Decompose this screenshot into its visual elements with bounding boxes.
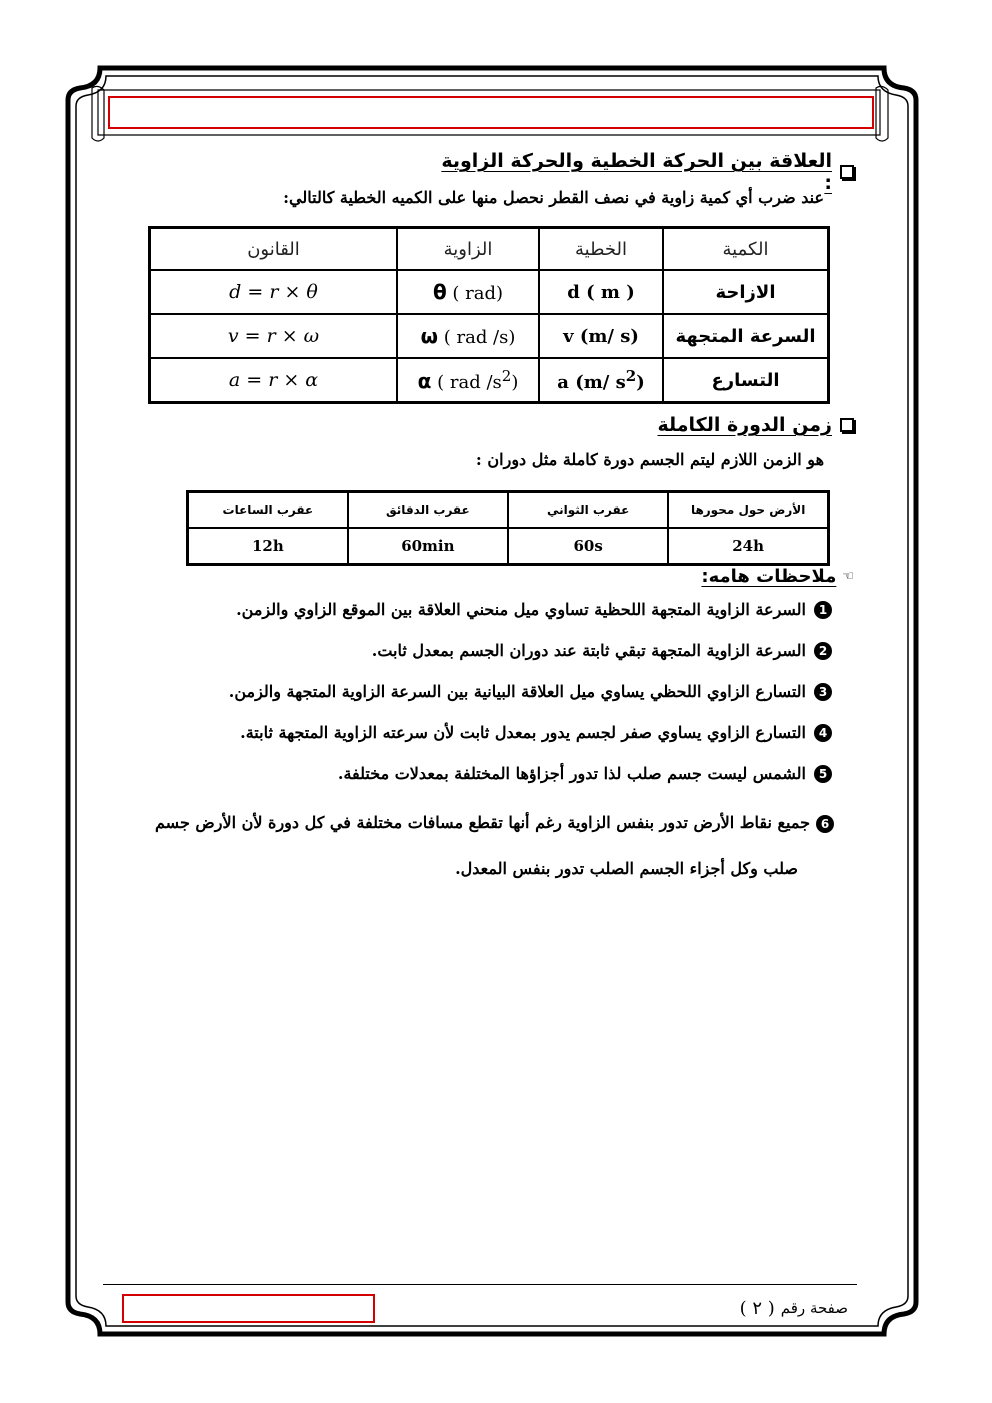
linear-cell: d ( m )	[539, 270, 663, 314]
checkbox-icon	[840, 165, 854, 179]
section-intro: عند ضرب أي كمية زاوية في نصف القطر نحصل منها على الكميه الخطية كالتالي:	[283, 188, 824, 207]
footer-divider	[103, 1284, 857, 1285]
header-angular: الزاوية	[397, 228, 539, 271]
quantity-cell: الازاحة	[663, 270, 829, 314]
number-bullet-icon: 3	[814, 683, 832, 701]
table-row	[150, 270, 829, 314]
number-bullet-icon: 5	[814, 765, 832, 783]
note-text: التسارع الزاوي يساوي صفر لجسم يدور بمعدل ثابت لأن سرعته الزاوية المتجهة ثابتة.	[240, 723, 806, 742]
table-header-row	[150, 228, 829, 271]
page-label: صفحة رقم	[780, 1299, 848, 1317]
period-table	[186, 490, 830, 566]
section-intro: هو الزمن اللازم ليتم الجسم دورة كاملة مثل دوران :	[475, 450, 824, 469]
table-row	[150, 314, 829, 358]
value-hours-hand: 12h	[188, 528, 348, 565]
page-number	[738, 1294, 848, 1322]
quantity-cell: التسارع	[663, 358, 829, 403]
table-row	[188, 528, 829, 565]
linear-cell: v (m/ s)	[539, 314, 663, 358]
pointing-hand-icon: ☜	[842, 569, 854, 584]
linear-angular-table	[148, 226, 830, 404]
header-hours-hand: عقرب الساعات	[188, 492, 348, 529]
note-text: التسارع الزاوي اللحظي يساوي ميل العلاقة البيانية بين السرعة الزاوية المتجهة والزمن.	[228, 682, 806, 701]
table-header-row	[188, 492, 829, 529]
note-text: السرعة الزاوية المتجهة تبقي ثابتة عند دوران الجسم بمعدل ثابت.	[371, 641, 806, 660]
law-cell: v = r × ω	[150, 314, 398, 358]
number-bullet-icon: 1	[814, 601, 832, 619]
note-item	[338, 764, 832, 783]
angular-unit: ( rad)	[452, 283, 504, 304]
number-bullet-icon: 6	[816, 815, 834, 833]
section-title: العلاقة بين الحركة الخطية والحركة الزاوية :	[441, 150, 832, 194]
notes-heading	[694, 566, 854, 587]
note-item	[372, 641, 832, 660]
header-linear: الخطية	[539, 228, 663, 271]
checkbox-icon	[840, 418, 854, 432]
angular-cell	[397, 270, 539, 314]
page-number-value: ( ٢ )	[739, 1297, 775, 1319]
header-quantity: الكمية	[663, 228, 829, 271]
table-row	[150, 358, 829, 403]
note-item	[240, 723, 832, 742]
value-earth: 24h	[668, 528, 828, 565]
header-law: القانون	[150, 228, 398, 271]
quantity-cell: السرعة المتجهة	[663, 314, 829, 358]
notes-title: ملاحظات هامه:	[701, 566, 837, 587]
header-seconds-hand: عقرب الثواني	[508, 492, 668, 529]
angular-cell: α ( rad $/s^2$)	[397, 358, 539, 403]
note-text: الشمس ليست جسم صلب لذا تدور أجزاؤها المختلفة بمعدلات مختلفة.	[337, 764, 806, 783]
angular-cell	[397, 314, 539, 358]
header-earth: الأرض حول محورها	[668, 492, 828, 529]
angular-symbol: θ	[432, 280, 447, 304]
header-minutes-hand: عقرب الدقائق	[348, 492, 508, 529]
note-text-line2: صلب وكل أجزاء الجسم الصلب تدور بنفس المعدل.	[455, 859, 798, 878]
note-item	[78, 800, 834, 892]
law-cell: d = r × θ	[150, 270, 398, 314]
footer-placeholder-box	[122, 1294, 375, 1323]
linear-cell: a (m/ $s^2$)	[539, 358, 663, 403]
note-text-line1: جميع نقاط الأرض تدور بنفس الزاوية رغم أنها تقطع مسافات مختلفة في كل دورة لأن الأرض جسم	[155, 813, 810, 832]
note-item	[229, 682, 832, 701]
angular-unit: ( rad /s)	[443, 327, 516, 348]
number-bullet-icon: 2	[814, 642, 832, 660]
value-minutes-hand: 60min	[348, 528, 508, 565]
note-item	[236, 600, 832, 619]
value-seconds-hand: 60s	[508, 528, 668, 565]
angular-symbol: α	[417, 369, 432, 393]
header-placeholder-box	[108, 96, 874, 129]
law-cell: a = r × α	[150, 358, 398, 403]
number-bullet-icon: 4	[814, 724, 832, 742]
note-text: السرعة الزاوية المتجهة اللحظية تساوي ميل منحني العلاقة بين الموقع الزاوي والزمن.	[236, 600, 806, 619]
section-heading-period	[654, 414, 854, 436]
angular-symbol: ω	[420, 324, 438, 348]
section-title: زمن الدورة الكاملة	[657, 414, 832, 436]
